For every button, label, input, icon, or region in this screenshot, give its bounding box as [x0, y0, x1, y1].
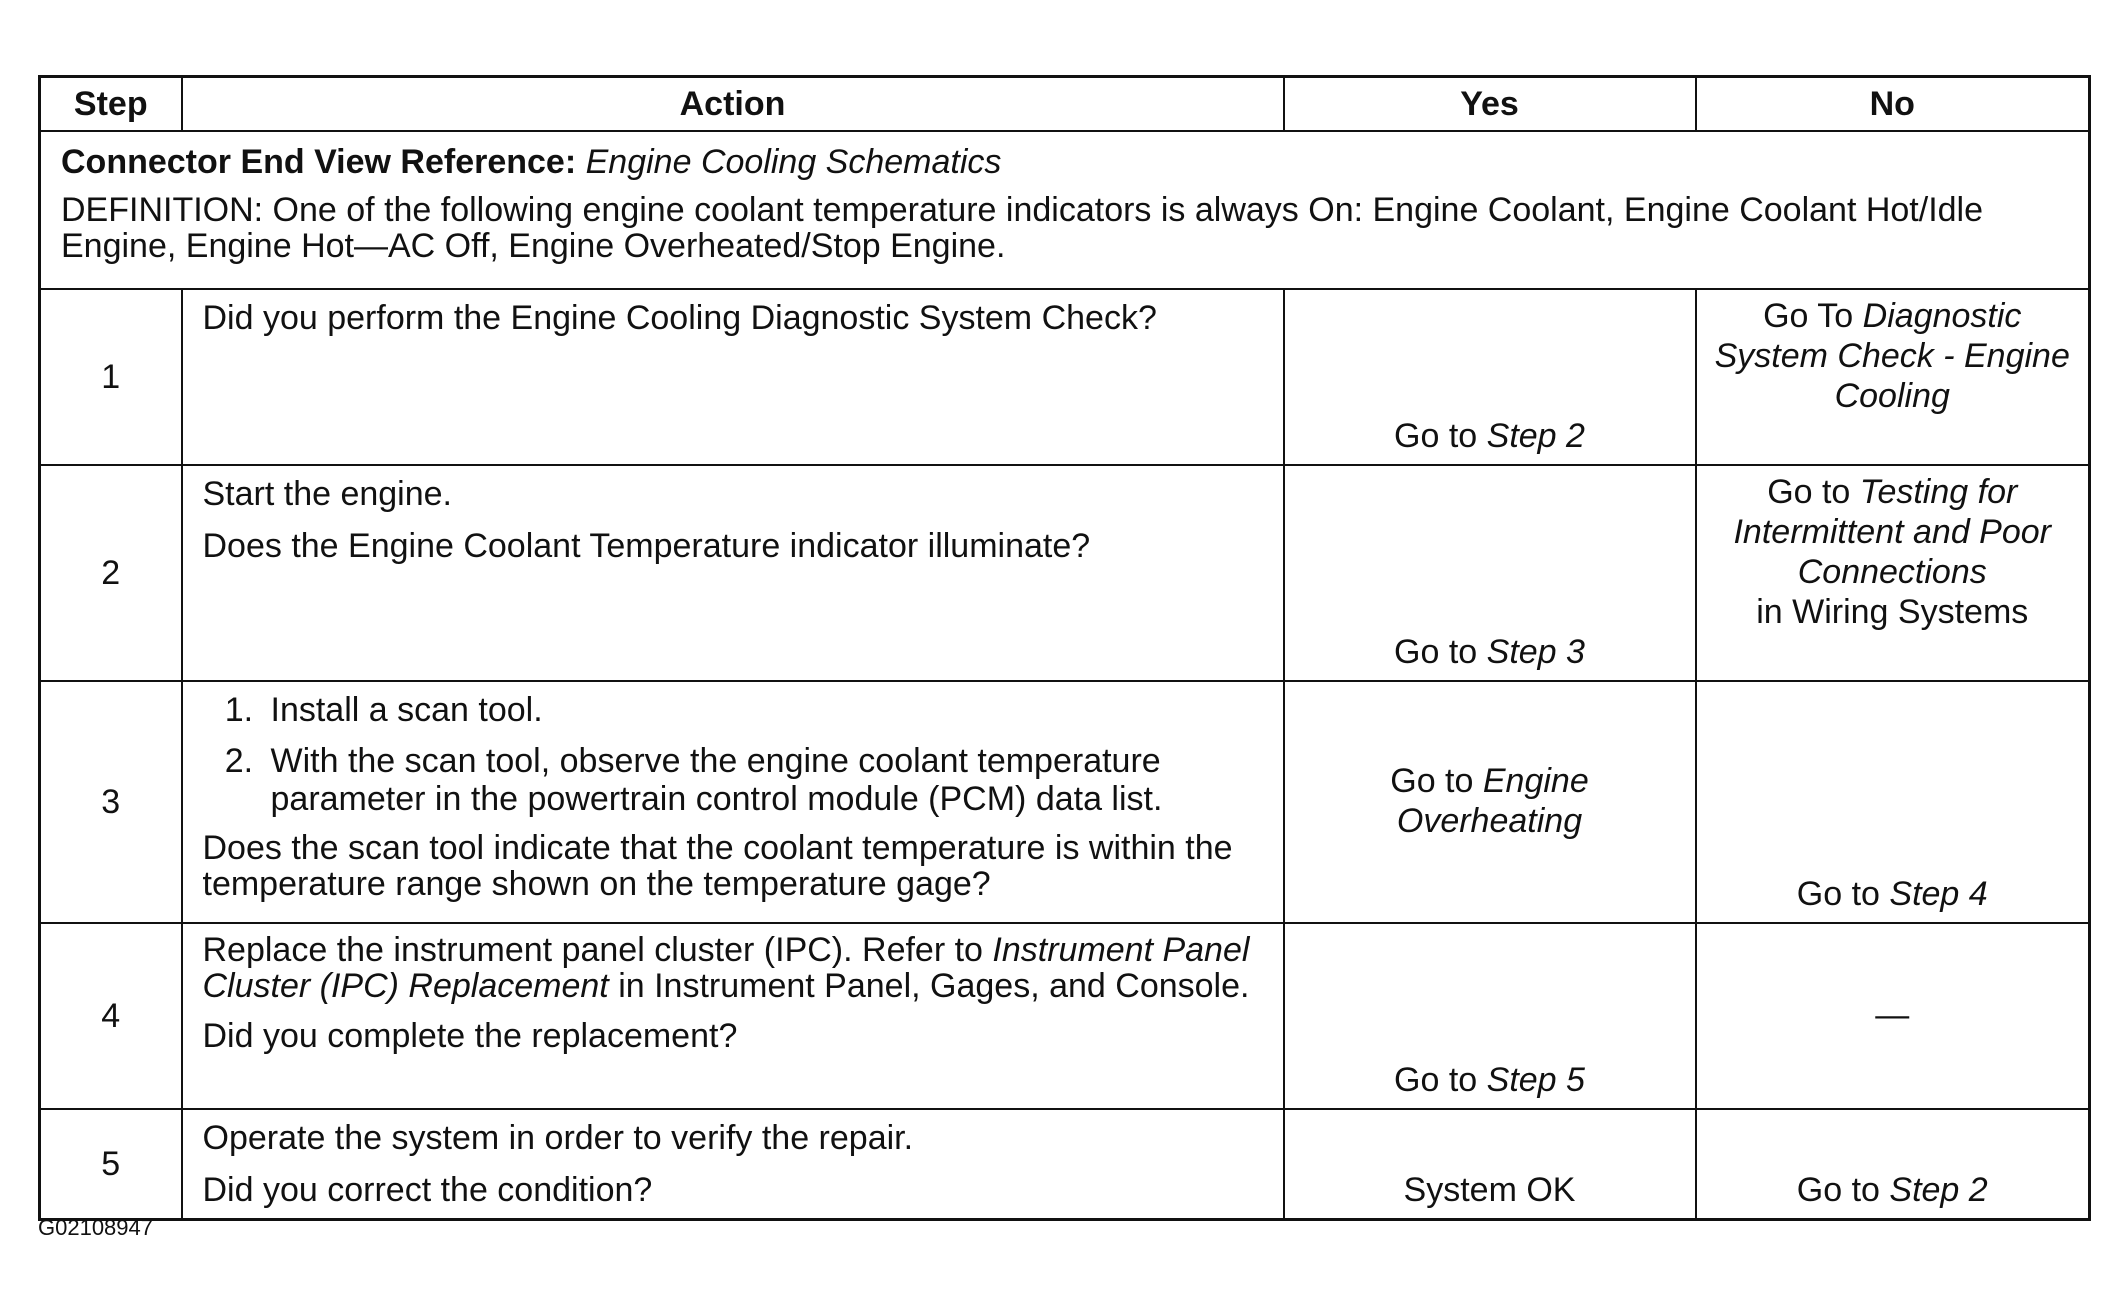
yes-link[interactable]: Step 2 — [1486, 417, 1585, 455]
no-prefix: Go to — [1796, 875, 1890, 913]
no-prefix: Go To — [1763, 297, 1863, 335]
definition-text: DEFINITION: One of the following engine coolant temperature indicators is always On: Engine Coolant, Engine Coolant Hot/Idle Engine, Engine Hot—AC Off, Engine Overheated/Stop Engine. — [61, 191, 1984, 265]
action-suffix: in Instrument Panel, Gages, and Console. — [608, 967, 1250, 1005]
yes-prefix: Go to — [1394, 417, 1487, 455]
no-cell — [1696, 1109, 2090, 1220]
yes-link[interactable]: Step 3 — [1486, 633, 1585, 671]
yes-cell — [1284, 289, 1696, 465]
list-item: 1. Install a scan tool. — [263, 690, 1267, 730]
action-cell — [182, 681, 1284, 923]
header-action: Action — [182, 77, 1284, 132]
step-number: 5 — [40, 1109, 182, 1220]
yes-link[interactable]: Engine Overheating — [1396, 762, 1589, 840]
connector-reference — [61, 142, 2068, 182]
yes-cell — [1284, 681, 1696, 923]
action-instruction: Operate the system in order to verify the repair. — [202, 1119, 914, 1157]
action-cell — [182, 465, 1284, 681]
table-row — [40, 289, 2090, 465]
no-cell — [1696, 289, 2090, 465]
no-suffix: in Wiring Systems — [1756, 593, 2029, 631]
action-question: Did you perform the Engine Cooling Diagnostic System Check? — [202, 299, 1157, 337]
step-number: 4 — [40, 923, 182, 1109]
action-steps-list — [203, 690, 1267, 818]
list-item: 2. With the scan tool, observe the engine coolant temperature parameter in the powertrain control module (PCM) data list. — [263, 742, 1267, 818]
no-cell — [1696, 681, 2090, 923]
header-step: Step — [40, 77, 182, 132]
no-link[interactable]: Diagnostic System Check - Engine Cooling — [1714, 297, 2070, 415]
no-prefix: Go to — [1767, 473, 1860, 511]
no-link[interactable]: Testing for Intermittent and Poor Connections — [1733, 473, 2051, 591]
action-question: Does the Engine Coolant Temperature indicator illuminate? — [202, 527, 1091, 565]
step-number: 1 — [40, 289, 182, 465]
step-number: 3 — [40, 681, 182, 923]
no-link[interactable]: Step 4 — [1889, 875, 1988, 913]
action-prefix: Replace the instrument panel cluster (IPC). Refer to — [202, 931, 993, 969]
no-prefix: Go to — [1796, 1171, 1890, 1209]
reference-label: Connector End View Reference: — [61, 143, 577, 181]
yes-cell — [1284, 465, 1696, 681]
table-row — [40, 681, 2090, 923]
no-cell: — — [1696, 923, 2090, 1109]
figure-id: G02108947 — [38, 1215, 153, 1240]
reference-link[interactable]: Engine Cooling Schematics — [585, 143, 1002, 181]
yes-cell — [1284, 923, 1696, 1109]
action-instruction — [203, 932, 1267, 1004]
table-row — [40, 923, 2090, 1109]
header-yes: Yes — [1284, 77, 1696, 132]
table-row — [40, 465, 2090, 681]
action-question: Does the scan tool indicate that the coolant temperature is within the temperature range shown on the temperature gage? — [202, 829, 1233, 903]
reference-row — [40, 131, 2090, 289]
action-cell — [182, 289, 1284, 465]
no-cell — [1696, 465, 2090, 681]
yes-prefix: Go to — [1394, 633, 1487, 671]
action-instruction: Start the engine. — [202, 475, 453, 513]
table-row — [40, 1109, 2090, 1220]
yes-cell: System OK — [1284, 1109, 1696, 1220]
action-cell — [182, 923, 1284, 1109]
yes-link[interactable]: Step 5 — [1486, 1061, 1585, 1099]
step-number: 2 — [40, 465, 182, 681]
yes-prefix: Go to — [1394, 1061, 1487, 1099]
no-link[interactable]: Step 2 — [1889, 1171, 1988, 1209]
action-link[interactable]: Instrument Panel Cluster (IPC) Replacement — [202, 931, 1250, 1005]
action-question: Did you correct the condition? — [202, 1171, 653, 1209]
action-cell — [182, 1109, 1284, 1220]
header-no: No — [1696, 77, 2090, 132]
diagnostic-table — [38, 75, 2091, 1221]
header-row — [40, 77, 2090, 132]
reference-cell — [40, 131, 2090, 289]
yes-prefix: Go to — [1390, 762, 1483, 800]
action-question: Did you complete the replacement? — [202, 1017, 738, 1055]
